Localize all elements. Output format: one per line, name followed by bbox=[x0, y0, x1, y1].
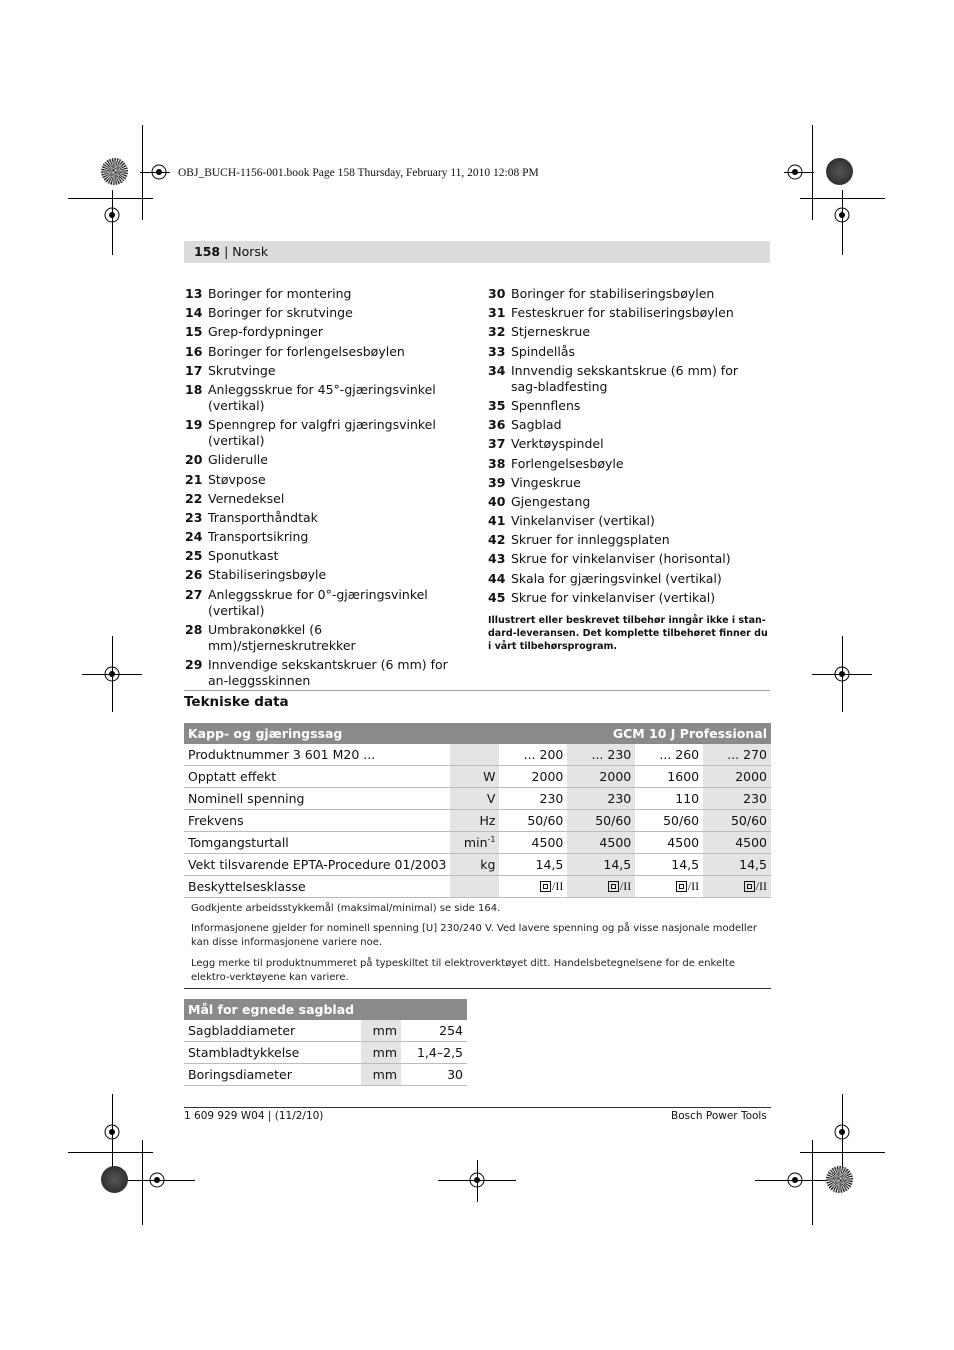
part-number: 27 bbox=[185, 586, 203, 602]
row-unit: mm bbox=[361, 1064, 401, 1086]
protection-class bbox=[540, 879, 563, 894]
table-row bbox=[184, 854, 771, 876]
list-item bbox=[185, 363, 460, 379]
list-item bbox=[185, 344, 460, 360]
footnote: Informasjonene gjelder for nominell spenning [U] 230/240 V. Ved lavere spenning og på visse nasjonale modeller kan disse informasjonene variere noe. bbox=[191, 923, 757, 948]
part-label: Boringer for skrutvinge bbox=[208, 305, 353, 321]
row-value: 14,5 bbox=[499, 854, 567, 876]
list-item bbox=[185, 529, 460, 545]
page-number: 158 bbox=[194, 244, 221, 259]
class-text: /II bbox=[687, 878, 700, 893]
row-value: 14,5 bbox=[703, 854, 771, 876]
part-label: Innvendig sekskantskrue (6 mm) for sag-bladfesting bbox=[511, 362, 738, 394]
row-unit bbox=[450, 854, 499, 876]
unit-text: W bbox=[483, 769, 496, 784]
row-unit: mm bbox=[361, 1020, 401, 1042]
part-label: Støvpose bbox=[208, 471, 266, 487]
part-number: 43 bbox=[488, 551, 506, 567]
row-label: Tomgangsturtall bbox=[184, 832, 450, 854]
part-number: 31 bbox=[488, 305, 506, 321]
class-text: /II bbox=[619, 878, 632, 893]
list-item bbox=[488, 590, 763, 606]
part-label: Forlengelsesbøyle bbox=[511, 455, 624, 471]
crosshair-icon bbox=[831, 204, 853, 226]
row-label: Stambladtykkelse bbox=[184, 1042, 361, 1064]
part-label: Skrue for vinkelanviser (horisontal) bbox=[511, 551, 731, 567]
part-number: 44 bbox=[488, 570, 506, 586]
part-number: 39 bbox=[488, 474, 506, 490]
row-value: 4500 bbox=[567, 832, 635, 854]
row-label: Frekvens bbox=[184, 810, 450, 832]
row-value: 230 bbox=[499, 788, 567, 810]
part-number: 17 bbox=[185, 362, 203, 378]
registration-ball-bottom-right bbox=[826, 1166, 853, 1193]
row-unit bbox=[450, 766, 499, 788]
part-label: Sagblad bbox=[511, 417, 562, 433]
crosshair-icon bbox=[784, 1169, 806, 1191]
part-label: Vernedeksel bbox=[208, 490, 285, 506]
row-value: 4500 bbox=[703, 832, 771, 854]
list-item bbox=[185, 587, 460, 619]
crosshair-icon bbox=[148, 161, 170, 183]
row-value: 1600 bbox=[635, 766, 703, 788]
list-item bbox=[488, 436, 763, 452]
row-value: 2000 bbox=[703, 766, 771, 788]
unit-text: kg bbox=[480, 857, 496, 872]
list-item bbox=[488, 324, 763, 340]
part-label: Boringer for forlengelsesbøylen bbox=[208, 343, 405, 359]
table-header-row bbox=[184, 999, 467, 1020]
double-insulation-icon bbox=[676, 881, 687, 892]
footnote: Legg merke til produktnummeret på typeskiltet til elektroverktøyet ditt. Handelsbetegnelsene for de enkelte elektro-verktøyene kan variere. bbox=[191, 958, 735, 983]
row-value bbox=[703, 876, 771, 898]
protection-class bbox=[676, 879, 699, 894]
notes-divider bbox=[184, 988, 771, 989]
part-number: 29 bbox=[185, 657, 203, 672]
part-label: Vinkelanviser (vertikal) bbox=[511, 513, 655, 529]
row-value bbox=[499, 876, 567, 898]
list-item bbox=[185, 286, 460, 302]
list-item bbox=[185, 417, 460, 449]
part-number: 28 bbox=[185, 621, 203, 637]
part-label: Anleggsskrue for 45°-gjæringsvinkel (vertikal) bbox=[208, 381, 436, 413]
table-row bbox=[184, 832, 771, 854]
part-number: 45 bbox=[488, 589, 506, 605]
part-number: 42 bbox=[488, 532, 506, 548]
part-label: Spindellås bbox=[511, 343, 576, 359]
part-label: Innvendige sekskantskruer (6 mm) for an-leggsskinnen bbox=[208, 657, 448, 688]
list-item bbox=[185, 382, 460, 414]
row-value bbox=[567, 876, 635, 898]
list-item bbox=[488, 363, 763, 395]
list-item bbox=[185, 510, 460, 526]
part-label: Boringer for stabiliseringsbøylen bbox=[511, 286, 715, 301]
row-value: 110 bbox=[635, 788, 703, 810]
row-value: 14,5 bbox=[567, 854, 635, 876]
list-item bbox=[185, 657, 460, 689]
header-separator: | bbox=[220, 244, 233, 259]
part-number: 19 bbox=[185, 417, 203, 433]
row-label: Opptatt effekt bbox=[184, 766, 450, 788]
part-label: Grep-fordypninger bbox=[208, 324, 324, 340]
double-insulation-icon bbox=[608, 881, 619, 892]
part-number: 23 bbox=[185, 509, 203, 525]
row-unit: mm bbox=[361, 1042, 401, 1064]
part-number: 13 bbox=[185, 286, 203, 301]
part-label: Skruer for innleggsplaten bbox=[511, 532, 670, 548]
part-label: Umbrakonøkkel (6 mm)/stjerneskrutrekker bbox=[208, 621, 356, 653]
list-item bbox=[488, 494, 763, 510]
list-item bbox=[488, 456, 763, 472]
class-text: /II bbox=[755, 878, 767, 893]
part-number: 21 bbox=[185, 471, 203, 487]
unit-text: V bbox=[486, 791, 496, 806]
accessory-note: Illustrert eller beskrevet tilbehør inngår ikke i stan-dard-leveransen. Det komplette tilbehøret finner du i vårt tilbehørsprogram. bbox=[488, 615, 768, 652]
row-value: 50/60 bbox=[567, 810, 635, 832]
table-row bbox=[184, 1042, 467, 1064]
row-label: Nominell spenning bbox=[184, 788, 450, 810]
part-number: 26 bbox=[185, 567, 203, 583]
row-value: 1,4–2,5 bbox=[401, 1042, 467, 1064]
table-row bbox=[184, 788, 771, 810]
part-label: Stjerneskrue bbox=[511, 324, 591, 340]
section-name: Norsk bbox=[232, 244, 269, 259]
protection-class bbox=[608, 879, 631, 894]
parts-list-right bbox=[488, 286, 763, 609]
part-label: Verktøyspindel bbox=[511, 436, 604, 452]
part-number: 15 bbox=[185, 324, 203, 340]
footer-brand: Bosch Power Tools bbox=[671, 1110, 767, 1122]
protection-class bbox=[744, 879, 767, 894]
part-label: Transportsikring bbox=[208, 529, 309, 545]
part-number: 35 bbox=[488, 397, 506, 413]
part-label: Festeskruer for stabiliseringsbøylen bbox=[511, 305, 734, 321]
crosshair-icon bbox=[784, 161, 806, 183]
row-value: 230 bbox=[703, 788, 771, 810]
table-header-row bbox=[184, 723, 771, 744]
row-value bbox=[635, 876, 703, 898]
footer-doc-number: 1 609 929 W04 | (11/2/10) bbox=[184, 1110, 324, 1122]
crosshair-icon bbox=[101, 663, 123, 685]
table-header-right: GCM 10 J Professional bbox=[499, 723, 771, 744]
row-unit bbox=[450, 832, 499, 854]
part-number: 16 bbox=[185, 343, 203, 359]
list-item bbox=[488, 344, 763, 360]
unit-text: Hz bbox=[479, 813, 496, 828]
row-value: 50/60 bbox=[499, 810, 567, 832]
list-item bbox=[185, 452, 460, 468]
list-item bbox=[185, 622, 460, 654]
crosshair-icon bbox=[146, 1169, 168, 1191]
row-value: 14,5 bbox=[635, 854, 703, 876]
list-item bbox=[488, 571, 763, 587]
double-insulation-icon bbox=[744, 881, 755, 892]
crosshair-icon bbox=[831, 663, 853, 685]
list-item bbox=[488, 475, 763, 491]
row-value: 50/60 bbox=[635, 810, 703, 832]
part-number: 25 bbox=[185, 548, 203, 564]
part-number: 22 bbox=[185, 490, 203, 506]
list-item bbox=[185, 324, 460, 340]
registration-ball-top-left bbox=[101, 158, 128, 185]
row-label: Vekt tilsvarende EPTA-Procedure 01/2003 bbox=[184, 854, 450, 876]
parts-list-left bbox=[185, 286, 460, 692]
registration-ball-bottom-left bbox=[101, 1166, 128, 1193]
part-label: Skala for gjæringsvinkel (vertikal) bbox=[511, 570, 722, 586]
row-unit bbox=[450, 744, 499, 766]
crosshair-icon bbox=[101, 1121, 123, 1143]
row-value: 4500 bbox=[635, 832, 703, 854]
row-unit bbox=[450, 788, 499, 810]
table-row bbox=[184, 810, 771, 832]
file-info-line: OBJ_BUCH-1156-001.book Page 158 Thursday, February 11, 2010 12:08 PM bbox=[178, 167, 539, 179]
part-label: Gjengestang bbox=[511, 493, 591, 509]
row-label: Produktnummer 3 601 M20 ... bbox=[184, 744, 450, 766]
row-unit bbox=[450, 810, 499, 832]
row-value: 230 bbox=[567, 788, 635, 810]
list-item bbox=[488, 286, 763, 302]
list-item bbox=[488, 551, 763, 567]
section-divider bbox=[184, 690, 770, 691]
footer-divider bbox=[184, 1107, 771, 1108]
part-number: 32 bbox=[488, 324, 506, 340]
row-value: 30 bbox=[401, 1064, 467, 1086]
row-value: ... 230 bbox=[567, 744, 635, 766]
part-number: 30 bbox=[488, 286, 506, 301]
part-label: Stabiliseringsbøyle bbox=[208, 567, 327, 583]
part-label: Sponutkast bbox=[208, 548, 279, 564]
list-item bbox=[488, 398, 763, 414]
row-value: 2000 bbox=[567, 766, 635, 788]
list-item bbox=[488, 305, 763, 321]
section-title: Tekniske data bbox=[184, 694, 289, 710]
row-label: Beskyttelsesklasse bbox=[184, 876, 450, 898]
crosshair-icon bbox=[466, 1169, 488, 1191]
part-number: 38 bbox=[488, 455, 506, 471]
list-item bbox=[185, 491, 460, 507]
unit-superscript: -1 bbox=[487, 834, 496, 844]
part-number: 18 bbox=[185, 381, 203, 397]
part-number: 24 bbox=[185, 529, 203, 545]
part-label: Skrue for vinkelanviser (vertikal) bbox=[511, 589, 716, 605]
double-insulation-icon bbox=[540, 881, 551, 892]
table-row bbox=[184, 1020, 467, 1042]
part-number: 14 bbox=[185, 305, 203, 321]
part-number: 34 bbox=[488, 362, 506, 378]
part-number: 41 bbox=[488, 513, 506, 529]
row-value: 50/60 bbox=[703, 810, 771, 832]
table-row bbox=[184, 876, 771, 898]
crosshair-icon bbox=[831, 1121, 853, 1143]
list-item bbox=[185, 548, 460, 564]
blade-table-header: Mål for egnede sagblad bbox=[184, 999, 467, 1020]
row-value: ... 270 bbox=[703, 744, 771, 766]
registration-ball-top-right bbox=[826, 158, 853, 185]
table-row bbox=[184, 1064, 467, 1086]
part-number: 40 bbox=[488, 493, 506, 509]
footnote: Godkjente arbeidsstykkemål (maksimal/minimal) se side 164. bbox=[191, 903, 501, 914]
table-row bbox=[184, 744, 771, 766]
list-item bbox=[185, 567, 460, 583]
tech-data-table bbox=[184, 723, 771, 898]
row-value: ... 200 bbox=[499, 744, 567, 766]
list-item bbox=[185, 305, 460, 321]
row-value: 2000 bbox=[499, 766, 567, 788]
part-label: Transporthåndtak bbox=[208, 509, 318, 525]
part-number: 37 bbox=[488, 436, 506, 452]
unit-text: min bbox=[463, 835, 488, 851]
table-row bbox=[184, 766, 771, 788]
part-number: 36 bbox=[488, 417, 506, 433]
list-item bbox=[488, 417, 763, 433]
class-text: /II bbox=[552, 878, 564, 893]
row-value: ... 260 bbox=[635, 744, 703, 766]
row-unit bbox=[450, 876, 499, 898]
crosshair-icon bbox=[101, 204, 123, 226]
list-item bbox=[185, 472, 460, 488]
row-label: Sagbladdiameter bbox=[184, 1020, 361, 1042]
part-number: 33 bbox=[488, 343, 506, 359]
row-label: Boringsdiameter bbox=[184, 1064, 361, 1086]
part-label: Boringer for montering bbox=[208, 286, 352, 301]
part-label: Skrutvinge bbox=[208, 362, 276, 378]
page-header-bar bbox=[184, 241, 770, 263]
row-value: 4500 bbox=[499, 832, 567, 854]
blade-table bbox=[184, 999, 467, 1086]
list-item bbox=[488, 513, 763, 529]
part-label: Gliderulle bbox=[208, 452, 268, 468]
table-header-left: Kapp- og gjæringssag bbox=[184, 723, 499, 744]
part-label: Anleggsskrue for 0°-gjæringsvinkel (vertikal) bbox=[208, 586, 428, 618]
list-item bbox=[488, 532, 763, 548]
part-label: Spennflens bbox=[511, 397, 581, 413]
row-value: 254 bbox=[401, 1020, 467, 1042]
part-number: 20 bbox=[185, 452, 203, 468]
part-label: Spenngrep for valgfri gjæringsvinkel (vertikal) bbox=[208, 417, 436, 449]
part-label: Vingeskrue bbox=[511, 474, 581, 490]
